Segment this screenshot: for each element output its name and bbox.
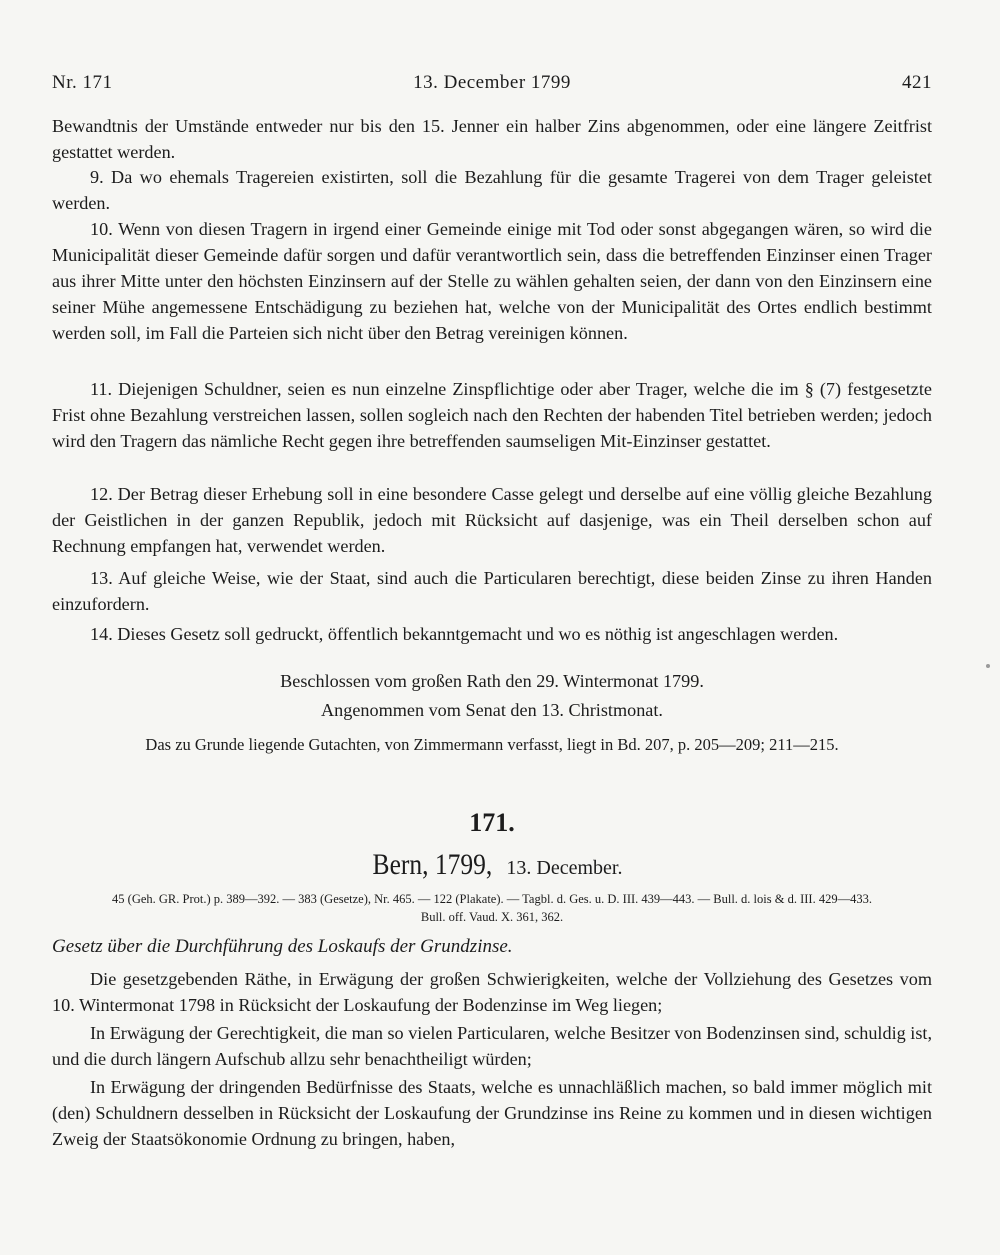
document-number: Nr. 171 bbox=[52, 72, 113, 93]
references-line-1: 45 (Geh. GR. Prot.) p. 389—392. — 383 (Gesetze), Nr. 465. — 122 (Plakate). — Tagbl. d. Ges. u. D. III. 439—443. — Bull. d. lois & d. III. 429—433. bbox=[112, 892, 872, 906]
page-header bbox=[52, 72, 932, 100]
source-note: Das zu Grunde liegende Gutachten, von Zimmermann verfasst, liegt in Bd. 207, p. 205—209; 211—215. bbox=[145, 735, 839, 754]
paragraph-text: 11. Diejenigen Schuldner, seien es nun einzelne Zinspflichtige oder aber Trager, welche die im § (7) festgesetzte Frist ohne Bezahlung verstreichen lassen, sollen sogleich nach den Rechten der habenden Titel betrieben werden; jedoch wird den Tragern das nämliche Recht gegen ihre betreffenden saumseligen Mit-Einzinser gestattet. bbox=[52, 379, 932, 451]
paragraph-continuation bbox=[52, 113, 932, 165]
paragraph-text: 9. Da wo ehemals Tragereien existirten, soll die Bezahlung für die gesamte Tragerei von dem Trager geleistet werden. bbox=[52, 167, 932, 213]
page-number: 421 bbox=[902, 72, 932, 93]
references-line-2: Bull. off. Vaud. X. 361, 362. bbox=[420, 910, 564, 924]
paragraph-text: In Erwägung der dringenden Bedürfnisse des Staats, welche es unnachläßlich machen, so bald immer möglich mit (den) Schuldnern desselben in Rücksicht der Loskaufung der Grundzinse ins Reine zu kommen und in diesen wichtigen Zweig der Staatsökonomie Ordnung zu bringen, haben, bbox=[52, 1077, 932, 1149]
paragraph-9 bbox=[52, 164, 932, 216]
paragraph-11 bbox=[52, 376, 932, 454]
paragraph-10 bbox=[52, 216, 932, 346]
paragraph-13 bbox=[52, 565, 932, 617]
source-references bbox=[52, 890, 932, 926]
paragraph-text: 13. Auf gleiche Weise, wie der Staat, sind auch die Particularen berechtigt, diese beiden Zinse zu ihren Handen einzufordern. bbox=[52, 568, 932, 614]
header-date: 13. December 1799 bbox=[413, 72, 571, 93]
preamble-paragraph-2 bbox=[52, 1020, 932, 1072]
preamble-paragraph-3 bbox=[52, 1074, 932, 1152]
paragraph-text: Bewandtnis der Umstände entweder nur bis den 15. Jenner ein halber Zins abgenommen, oder eine längere Zeitfrist gestattet werden. bbox=[52, 116, 932, 162]
paragraph-text: In Erwägung der Gerechtigkeit, die man so vielen Particularen, welche Besitzer von Bodenzinsen sind, schuldig ist, und die durch längern Aufschub allzu sehr benachtheiligt würden; bbox=[52, 1023, 932, 1069]
paragraph-text: 12. Der Betrag dieser Erhebung soll in eine besondere Casse gelegt und derselbe auf eine völlig gleiche Bezahlung der Geistlichen in der ganzen Republik, jedoch mit Rücksicht auf dasjenige, was ein Theil derselben schon auf Rechnung empfangen hat, verwendet werden. bbox=[52, 484, 932, 556]
acceptance-line: Angenommen vom Senat den 13. Christmonat. bbox=[321, 700, 663, 720]
law-title: Gesetz über die Durchführung des Loskaufs der Grundzinse. bbox=[52, 936, 513, 957]
place-year: Bern, 1799, bbox=[372, 848, 492, 881]
section-number: 171. bbox=[469, 808, 515, 837]
preamble-paragraph-1 bbox=[52, 966, 932, 1018]
paragraph-12 bbox=[52, 481, 932, 559]
scan-speck bbox=[986, 664, 990, 668]
paragraph-text: 14. Dieses Gesetz soll gedruckt, öffentlich bekanntgemacht und wo es nöthig ist angeschlagen werden. bbox=[90, 624, 839, 644]
section-date: 13. December. bbox=[506, 857, 623, 879]
resolution-line: Beschlossen vom großen Rath den 29. Wintermonat 1799. bbox=[280, 671, 704, 691]
paragraph-14 bbox=[52, 621, 932, 647]
paragraph-text: Die gesetzgebenden Räthe, in Erwägung der großen Schwierigkeiten, welche der Vollziehung des Gesetzes vom 10. Wintermonat 1798 in Rücksicht der Loskaufung der Bodenzinse im Weg liegen; bbox=[52, 969, 932, 1015]
section-place-date bbox=[52, 848, 932, 882]
paragraph-text: 10. Wenn von diesen Tragern in irgend einer Gemeinde einige mit Tod oder sonst abgegangen wären, so wird die Municipalität dieser Gemeinde dafür sorgen und dafür verantwortlich sein, dass die betreffenden Einzinser einen Trager aus ihrer Mitte unter den höchsten Einzinsern auf der Stelle zu wählen gehalten seien, der dann von den Einzinsern eine seiner Mühe angemessene Entschädigung zu beziehen hat, welche von der Municipalität des Ortes endlich bestimmt werden soll, im Fall die Parteien sich nicht über den Betrag vereinigen können. bbox=[52, 219, 932, 343]
